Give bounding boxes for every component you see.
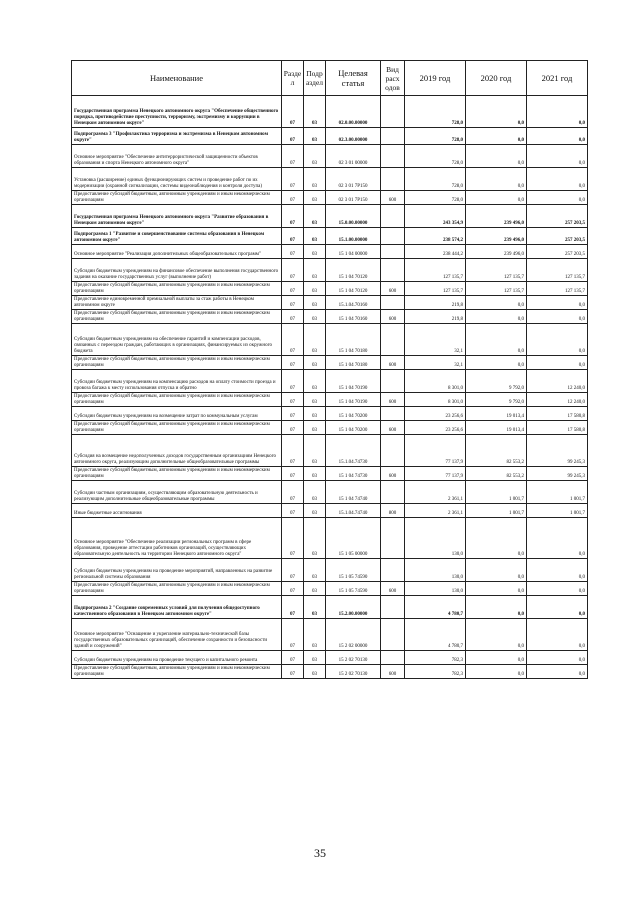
table-cell-subsection: 03	[304, 324, 326, 356]
table-cell-2020: 82 553,2	[466, 435, 527, 467]
table-cell-2021: 0,0	[527, 582, 588, 596]
table-row	[72, 296, 588, 310]
table-cell-expense-type	[381, 128, 405, 145]
table-cell-section: 07	[282, 421, 304, 435]
table-cell-2021: 1 001,7	[527, 481, 588, 504]
table-cell-article: 15.2.00.00000	[326, 596, 381, 619]
table-cell-article: 15.1.04.74740	[326, 504, 381, 518]
table-cell-expense-type: 600	[381, 467, 405, 481]
table-cell-expense-type	[381, 370, 405, 393]
table-cell-expense-type	[381, 245, 405, 259]
table-cell-name: Предоставление субсидий бюджетным, автономным учреждениям и иным некоммерческим организациям	[72, 467, 282, 481]
table-row	[72, 128, 588, 145]
table-cell-article: 15 1 04 70160	[326, 310, 381, 324]
table-cell-2019: 32,1	[405, 356, 466, 370]
table-cell-2019: 2 361,1	[405, 481, 466, 504]
table-cell-article: 15 1 04 74730	[326, 467, 381, 481]
table-row	[72, 205, 588, 228]
table-cell-subsection: 03	[304, 518, 326, 559]
table-cell-expense-type: 600	[381, 356, 405, 370]
table-cell-section: 07	[282, 96, 304, 128]
table-cell-name: Предоставление субсидий бюджетным, автономным учреждениям и иным некоммерческим организациям	[72, 310, 282, 324]
table-row	[72, 596, 588, 619]
table-cell-expense-type: 600	[381, 582, 405, 596]
table-cell-section: 07	[282, 665, 304, 679]
table-cell-2019: 728,0	[405, 145, 466, 168]
table-row	[72, 421, 588, 435]
table-cell-article: 15.1.04.74730	[326, 435, 381, 467]
table-row	[72, 393, 588, 407]
col-header-name: Наименование	[72, 61, 282, 96]
table-cell-section: 07	[282, 191, 304, 205]
table-cell-subsection: 03	[304, 467, 326, 481]
table-cell-2019: 219,8	[405, 310, 466, 324]
table-cell-section: 07	[282, 582, 304, 596]
table-cell-section: 07	[282, 481, 304, 504]
table-cell-subsection: 03	[304, 310, 326, 324]
table-cell-2019: 130,0	[405, 518, 466, 559]
table-row	[72, 191, 588, 205]
table-cell-section: 07	[282, 393, 304, 407]
table-cell-article: 15 1 04 70200	[326, 407, 381, 421]
table-row	[72, 145, 588, 168]
table-cell-2021: 0,0	[527, 168, 588, 191]
table-cell-section: 07	[282, 228, 304, 245]
table-cell-2020: 127 135,7	[466, 282, 527, 296]
table-row	[72, 310, 588, 324]
table-cell-2020: 0,0	[466, 651, 527, 665]
table-cell-2021: 0,0	[527, 296, 588, 310]
table-cell-2020: 0,0	[466, 324, 527, 356]
table-cell-article: 15.1.00.00000	[326, 228, 381, 245]
table-cell-article: 02.3.00.00000	[326, 128, 381, 145]
table-cell-2020: 9 792,0	[466, 393, 527, 407]
table-cell-section: 07	[282, 596, 304, 619]
table-cell-name: Предоставление субсидий бюджетным, автономным учреждениям и иным некоммерческим организациям	[72, 582, 282, 596]
table-cell-expense-type	[381, 435, 405, 467]
table-cell-2019: 782,3	[405, 665, 466, 679]
table-cell-name: Подпрограмма 2 "Создание современных условий для получения общедоступного качественного образования в Ненецком автономном округе"	[72, 596, 282, 619]
table-header-row	[72, 61, 588, 96]
table-cell-2021: 12 240,0	[527, 393, 588, 407]
table-cell-subsection: 03	[304, 205, 326, 228]
table-cell-2020: 0,0	[466, 145, 527, 168]
table-body	[72, 96, 588, 679]
table-cell-2019: 4 780,7	[405, 596, 466, 619]
table-cell-subsection: 03	[304, 259, 326, 282]
table-row	[72, 168, 588, 191]
table-cell-expense-type: 800	[381, 504, 405, 518]
table-cell-subsection: 03	[304, 435, 326, 467]
table-cell-expense-type	[381, 324, 405, 356]
table-cell-subsection: 03	[304, 582, 326, 596]
table-cell-article: 15 1 05 74590	[326, 559, 381, 582]
table-cell-expense-type	[381, 205, 405, 228]
table-cell-section: 07	[282, 205, 304, 228]
table-cell-name: Государственная программа Ненецкого автономного округа "Развитие образования в Ненецком автономном округе"	[72, 205, 282, 228]
table-cell-name: Основное мероприятие "Обеспечение антитеррористической защищенности объектов образования и спорта Ненецкого автономного округа"	[72, 145, 282, 168]
table-cell-2020: 239 496,0	[466, 205, 527, 228]
table-cell-2020: 1 001,7	[466, 504, 527, 518]
table-cell-2019: 782,3	[405, 651, 466, 665]
table-cell-subsection: 03	[304, 559, 326, 582]
table-cell-2019: 238 444,2	[405, 245, 466, 259]
table-cell-subsection: 03	[304, 596, 326, 619]
table-cell-article: 15.0.00.00000	[326, 205, 381, 228]
table-cell-2020: 0,0	[466, 559, 527, 582]
table-cell-2020: 239 496,0	[466, 228, 527, 245]
table-cell-expense-type	[381, 145, 405, 168]
table-cell-2021: 0,0	[527, 96, 588, 128]
table-cell-section: 07	[282, 282, 304, 296]
table-cell-subsection: 03	[304, 282, 326, 296]
table-cell-name: Предоставление единовременной премиальной выплаты за стаж работы в Ненецком автономном округе	[72, 296, 282, 310]
table-cell-2021: 0,0	[527, 145, 588, 168]
table-cell-article: 02.0.00.00000	[326, 96, 381, 128]
table-cell-name: Государственная программа Ненецкого автономного округа "Обеспечение общественного порядка, противодействие преступности, терроризму, экстремизму и коррупции в Ненецком автономном округе"	[72, 96, 282, 128]
table-cell-name: Предоставление субсидий бюджетным, автономным учреждениям и иным некоммерческим организациям	[72, 282, 282, 296]
table-cell-expense-type	[381, 407, 405, 421]
table-cell-2021: 0,0	[527, 665, 588, 679]
table-cell-2020: 1 001,7	[466, 481, 527, 504]
table-cell-2021: 17 580,8	[527, 407, 588, 421]
table-cell-article: 02 3 01 7Р150	[326, 191, 381, 205]
table-cell-name: Основное мероприятие "Реализация дополнительных общеобразовательных программ"	[72, 245, 282, 259]
table-cell-name: Иные бюджетные ассигнования	[72, 504, 282, 518]
table-cell-section: 07	[282, 145, 304, 168]
table-cell-2020: 82 553,2	[466, 467, 527, 481]
table-cell-article: 15 1 04 70120	[326, 259, 381, 282]
table-cell-2021: 1 001,7	[527, 504, 588, 518]
table-cell-section: 07	[282, 518, 304, 559]
table-cell-2019: 8 301,0	[405, 393, 466, 407]
table-cell-name: Предоставление субсидий бюджетным, автономным учреждениям и иным некоммерческим организациям	[72, 356, 282, 370]
table-cell-article: 15 1 04 70180	[326, 324, 381, 356]
table-cell-2020: 0,0	[466, 191, 527, 205]
table-row	[72, 559, 588, 582]
table-cell-2020: 127 135,7	[466, 259, 527, 282]
table-cell-section: 07	[282, 504, 304, 518]
table-cell-2021: 0,0	[527, 596, 588, 619]
col-header-2021: 2021 год	[527, 61, 588, 96]
table-cell-name: Субсидии частным организациям, осуществляющим образовательную деятельность и реализующим дополнительные общеобразовательные программы	[72, 481, 282, 504]
table-row	[72, 324, 588, 356]
table-cell-2021: 127 135,7	[527, 259, 588, 282]
table-cell-name: Субсидия на возмещение недополученных доходов государственным организациям Ненецкого автономного округа, реализующим дополнительные общеобразовательные программы	[72, 435, 282, 467]
table-cell-2020: 0,0	[466, 596, 527, 619]
table-cell-2020: 0,0	[466, 356, 527, 370]
table-cell-2020: 0,0	[466, 582, 527, 596]
table-cell-expense-type: 600	[381, 421, 405, 435]
table-cell-2020: 19 013,4	[466, 407, 527, 421]
table-cell-2019: 243 354,9	[405, 205, 466, 228]
table-cell-article: 02 3 01 7Р150	[326, 168, 381, 191]
table-cell-2021: 0,0	[527, 324, 588, 356]
table-cell-name: Субсидии бюджетным учреждениям на обеспечение гарантий и компенсации расходов, связанных с переездом граждан, работающих в организациях, финансируемых из окружного бюджета	[72, 324, 282, 356]
table-cell-article: 15.1.04.70160	[326, 296, 381, 310]
table-cell-expense-type: 600	[381, 191, 405, 205]
table-cell-2021: 0,0	[527, 651, 588, 665]
table-cell-article: 15 1 04 00000	[326, 245, 381, 259]
table-cell-subsection: 03	[304, 665, 326, 679]
table-cell-subsection: 03	[304, 128, 326, 145]
table-cell-subsection: 03	[304, 191, 326, 205]
table-cell-section: 07	[282, 356, 304, 370]
table-cell-expense-type	[381, 259, 405, 282]
table-row	[72, 651, 588, 665]
table-cell-section: 07	[282, 407, 304, 421]
table-row	[72, 356, 588, 370]
table-cell-subsection: 03	[304, 481, 326, 504]
table-cell-section: 07	[282, 259, 304, 282]
table-cell-2021: 99 245,3	[527, 435, 588, 467]
table-cell-2021: 0,0	[527, 619, 588, 651]
table-cell-expense-type	[381, 559, 405, 582]
table-cell-2021: 257 203,5	[527, 245, 588, 259]
table-cell-article: 02 3 01 00000	[326, 145, 381, 168]
table-cell-2020: 0,0	[466, 168, 527, 191]
table-cell-section: 07	[282, 619, 304, 651]
table-cell-2019: 77 137,9	[405, 467, 466, 481]
table-cell-subsection: 03	[304, 145, 326, 168]
table-cell-2021: 0,0	[527, 128, 588, 145]
table-cell-2019: 77 137,9	[405, 435, 466, 467]
table-cell-expense-type	[381, 619, 405, 651]
table-cell-name: Субсидии бюджетным учреждениям на возмещение затрат по коммунальным услугам	[72, 407, 282, 421]
table-row	[72, 96, 588, 128]
table-cell-section: 07	[282, 324, 304, 356]
table-cell-2021: 127 135,7	[527, 282, 588, 296]
table-cell-expense-type	[381, 518, 405, 559]
table-cell-subsection: 03	[304, 421, 326, 435]
table-cell-subsection: 03	[304, 96, 326, 128]
table-cell-2019: 8 301,0	[405, 370, 466, 393]
table-cell-2021: 0,0	[527, 310, 588, 324]
col-header-article: Целевая статья	[326, 61, 381, 96]
table-cell-section: 07	[282, 168, 304, 191]
table-cell-2021: 17 580,8	[527, 421, 588, 435]
table-cell-expense-type	[381, 96, 405, 128]
table-cell-section: 07	[282, 296, 304, 310]
table-cell-name: Подпрограмма 3 "Профилактика терроризма и экстремизма в Ненецком автономном округе"	[72, 128, 282, 145]
table-cell-2021: 0,0	[527, 356, 588, 370]
table-cell-article: 15 2 02 00000	[326, 619, 381, 651]
table-cell-2019: 130,0	[405, 559, 466, 582]
table-cell-2019: 130,0	[405, 582, 466, 596]
table-cell-2021: 0,0	[527, 559, 588, 582]
col-header-section: Разде л	[282, 61, 304, 96]
table-cell-2020: 0,0	[466, 128, 527, 145]
table-cell-name: Основное мероприятие "Обеспечение реализации региональных программ в сфере образования, проведение аттестации работников организаций, осуществляющих образовательную деятельность на территории Ненецкого автономного округа"	[72, 518, 282, 559]
table-row	[72, 245, 588, 259]
table-cell-article: 15 1 04 70120	[326, 282, 381, 296]
table-cell-2019: 23 256,6	[405, 407, 466, 421]
table-cell-2019: 32,1	[405, 324, 466, 356]
table-cell-2021: 99 245,3	[527, 467, 588, 481]
table-row	[72, 481, 588, 504]
table-cell-subsection: 03	[304, 393, 326, 407]
table-cell-name: Подпрограмма 1 "Развитие и совершенствование системы образования в Ненецком автономном округе"	[72, 228, 282, 245]
table-cell-2019: 2 361,1	[405, 504, 466, 518]
table-cell-2019: 23 256,6	[405, 421, 466, 435]
table-cell-expense-type	[381, 296, 405, 310]
table-cell-article: 15 2 02 70130	[326, 665, 381, 679]
table-cell-expense-type	[381, 228, 405, 245]
table-row	[72, 619, 588, 651]
table-cell-section: 07	[282, 310, 304, 324]
table-row	[72, 370, 588, 393]
table-cell-name: Предоставление субсидий бюджетным, автономным учреждениям и иным некоммерческим организациям	[72, 421, 282, 435]
table-cell-subsection: 03	[304, 245, 326, 259]
table-cell-2019: 127 135,7	[405, 259, 466, 282]
table-cell-subsection: 03	[304, 370, 326, 393]
table-row	[72, 665, 588, 679]
table-cell-section: 07	[282, 128, 304, 145]
table-cell-name: Предоставление субсидий бюджетным, автономным учреждениям и иным некоммерческим организациям	[72, 393, 282, 407]
table-cell-2019: 219,8	[405, 296, 466, 310]
table-cell-2020: 0,0	[466, 665, 527, 679]
budget-table	[71, 60, 588, 679]
table-row	[72, 504, 588, 518]
table-cell-article: 15 1 04 70190	[326, 370, 381, 393]
table-cell-section: 07	[282, 651, 304, 665]
table-cell-2019: 4 780,7	[405, 619, 466, 651]
table-cell-2019: 728,0	[405, 168, 466, 191]
table-cell-2020: 0,0	[466, 310, 527, 324]
table-cell-name: Установка (расширение) единых функционирующих систем и проведение работ по их модернизации (охранной сигнализации, системы видеонаблюдения и контроля доступа)	[72, 168, 282, 191]
table-cell-article: 15 1 04 74740	[326, 481, 381, 504]
table-row	[72, 582, 588, 596]
table-cell-2020: 0,0	[466, 518, 527, 559]
table-cell-name: Субсидии бюджетным учреждениям на проведение текущего и капитального ремонта	[72, 651, 282, 665]
table-cell-2020: 0,0	[466, 296, 527, 310]
table-cell-2021: 0,0	[527, 191, 588, 205]
table-cell-2019: 728,0	[405, 128, 466, 145]
table-row	[72, 282, 588, 296]
page-number: 35	[314, 846, 326, 860]
table-cell-article: 15 1 04 70180	[326, 356, 381, 370]
table-cell-subsection: 03	[304, 407, 326, 421]
table-cell-2020: 0,0	[466, 619, 527, 651]
table-cell-subsection: 03	[304, 168, 326, 191]
table-row	[72, 407, 588, 421]
table-cell-article: 15 1 05 00000	[326, 518, 381, 559]
table-cell-2021: 257 203,5	[527, 228, 588, 245]
table-cell-subsection: 03	[304, 228, 326, 245]
table-cell-name: Субсидии бюджетным учреждениям на компенсацию расходов на оплату стоимости проезда и провоза багажа к месту использования отпуска и обратно	[72, 370, 282, 393]
table-cell-expense-type	[381, 168, 405, 191]
table-cell-name: Предоставление субсидий бюджетным, автономным учреждениям и иным некоммерческим организациям	[72, 191, 282, 205]
table-cell-2019: 728,0	[405, 96, 466, 128]
col-header-2019: 2019 год	[405, 61, 466, 96]
table-cell-name: Основное мероприятие "Оснащение и укрепление материально-технической базы государственных образовательных организаций, обеспечение сохранности и безопасности зданий и сооружений"	[72, 619, 282, 651]
table-cell-2021: 0,0	[527, 518, 588, 559]
table-row	[72, 228, 588, 245]
table-row	[72, 259, 588, 282]
table-cell-expense-type	[381, 596, 405, 619]
table-cell-2019: 728,0	[405, 191, 466, 205]
table-cell-subsection: 03	[304, 651, 326, 665]
table-cell-expense-type: 600	[381, 282, 405, 296]
table-cell-article: 15 1 04 70200	[326, 421, 381, 435]
table-cell-name: Субсидии бюджетным учреждениям на проведение мероприятий, направленных на развитие региональной системы образования	[72, 559, 282, 582]
table-cell-expense-type: 600	[381, 665, 405, 679]
table-cell-2020: 19 013,4	[466, 421, 527, 435]
table-row	[72, 518, 588, 559]
table-cell-name: Субсидии бюджетным учреждениям на финансовое обеспечение выполнения государственного задания на оказание государственных услуг (выполнение работ)	[72, 259, 282, 282]
table-cell-name: Предоставление субсидий бюджетным, автономным учреждениям и иным некоммерческим организациям	[72, 665, 282, 679]
table-cell-2021: 12 240,0	[527, 370, 588, 393]
table-row	[72, 435, 588, 467]
table-cell-article: 15 1 05 74590	[326, 582, 381, 596]
table-cell-article: 15 1 04 70190	[326, 393, 381, 407]
col-header-expense-type: Вид расх одов	[381, 61, 405, 96]
table-cell-2020: 9 792,0	[466, 370, 527, 393]
table-cell-subsection: 03	[304, 356, 326, 370]
table-cell-2019: 127 135,7	[405, 282, 466, 296]
table-cell-section: 07	[282, 559, 304, 582]
table-cell-section: 07	[282, 245, 304, 259]
table-cell-2020: 239 496,0	[466, 245, 527, 259]
table-cell-subsection: 03	[304, 296, 326, 310]
table-cell-2021: 257 203,5	[527, 205, 588, 228]
table-cell-expense-type: 600	[381, 310, 405, 324]
table-cell-2019: 238 574,2	[405, 228, 466, 245]
col-header-subsection: Подр аздел	[304, 61, 326, 96]
table-row	[72, 467, 588, 481]
table-cell-expense-type	[381, 651, 405, 665]
table-cell-expense-type	[381, 481, 405, 504]
table-cell-expense-type: 600	[381, 393, 405, 407]
table-cell-section: 07	[282, 435, 304, 467]
table-cell-subsection: 03	[304, 619, 326, 651]
col-header-2020: 2020 год	[466, 61, 527, 96]
table-cell-2020: 0,0	[466, 96, 527, 128]
table-cell-article: 15 2 02 70130	[326, 651, 381, 665]
table-cell-section: 07	[282, 370, 304, 393]
table-cell-section: 07	[282, 467, 304, 481]
table-cell-subsection: 03	[304, 504, 326, 518]
